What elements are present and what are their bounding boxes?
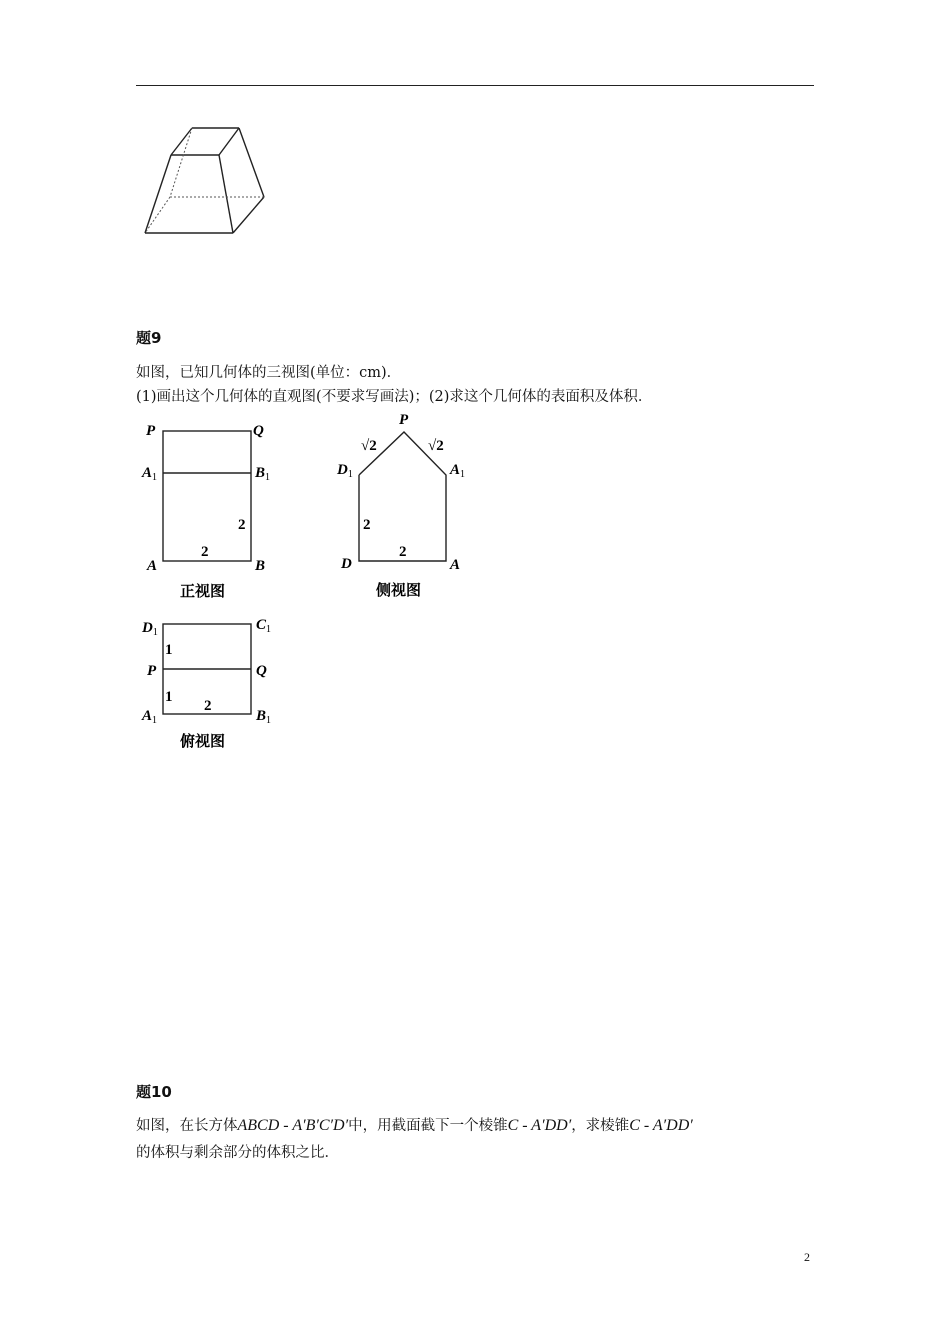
q10-line2: 的体积与剩余部分的体积之比． (136, 1145, 339, 1161)
q10-math-box: ABCD - A′B′C′D′ (237, 1117, 349, 1134)
front-label-B: B (255, 558, 266, 574)
front-num-side: 2 (238, 517, 246, 533)
q10-text-b: 中，用截面截下一个棱锥 (348, 1118, 508, 1134)
side-sqrt-right: √2 (428, 438, 444, 454)
q9-line2: (1)画出这个几何体的直观图(不要求写画法)；(2)求这个几何体的表面积及体积． (136, 389, 653, 405)
front-label-B1: $B_1$ (255, 465, 271, 483)
side-label-A: A (450, 557, 461, 573)
top-view (140, 612, 280, 757)
side-num-bottom: 2 (399, 544, 407, 560)
side-label-A1: $A_1$ (450, 462, 466, 480)
side-caption: 侧视图 (376, 581, 422, 599)
side-view (334, 405, 474, 605)
front-label-P: P (146, 423, 156, 439)
front-label-A: A (147, 558, 158, 574)
top-num-upper: 1 (165, 642, 173, 658)
front-label-Q: Q (253, 423, 264, 439)
front-label-A1: $A_1$ (142, 465, 158, 483)
q10-title: 题10 (136, 1083, 172, 1101)
page-number: 2 (804, 1250, 810, 1264)
side-sqrt-left: √2 (361, 438, 377, 454)
side-label-P: P (399, 412, 409, 428)
top-label-C1: $C_1$ (256, 617, 272, 635)
q10-text-a: 如图，在长方体 (136, 1118, 238, 1134)
q10-math-pyramid-1: C - A′DD′ (507, 1117, 572, 1134)
q10-math-pyramid-2: C - A′DD′ (629, 1117, 693, 1134)
q10-text-c: ，求棱锥 (571, 1118, 630, 1134)
header-rule (136, 85, 814, 86)
top-num-lower: 1 (165, 689, 173, 705)
frustum-figure (140, 122, 270, 240)
q10-line1 (136, 1114, 693, 1135)
top-label-B1: $B_1$ (256, 708, 272, 726)
q9-title: 题9 (136, 329, 162, 347)
front-caption: 正视图 (180, 582, 226, 600)
top-caption: 俯视图 (180, 732, 226, 750)
top-label-P: P (147, 663, 157, 679)
side-label-D1: $D_1$ (337, 462, 353, 480)
side-num-side: 2 (363, 517, 371, 533)
top-num-bottom: 2 (204, 698, 212, 714)
top-label-D1: $D_1$ (142, 620, 158, 638)
front-view (140, 415, 280, 605)
q9-line1: 如图，已知几何体的三视图(单位：cm)． (136, 365, 402, 381)
front-num-bottom: 2 (201, 544, 209, 560)
side-label-D: D (341, 556, 352, 572)
top-label-A1: $A_1$ (142, 708, 158, 726)
top-label-Q: Q (256, 663, 267, 679)
